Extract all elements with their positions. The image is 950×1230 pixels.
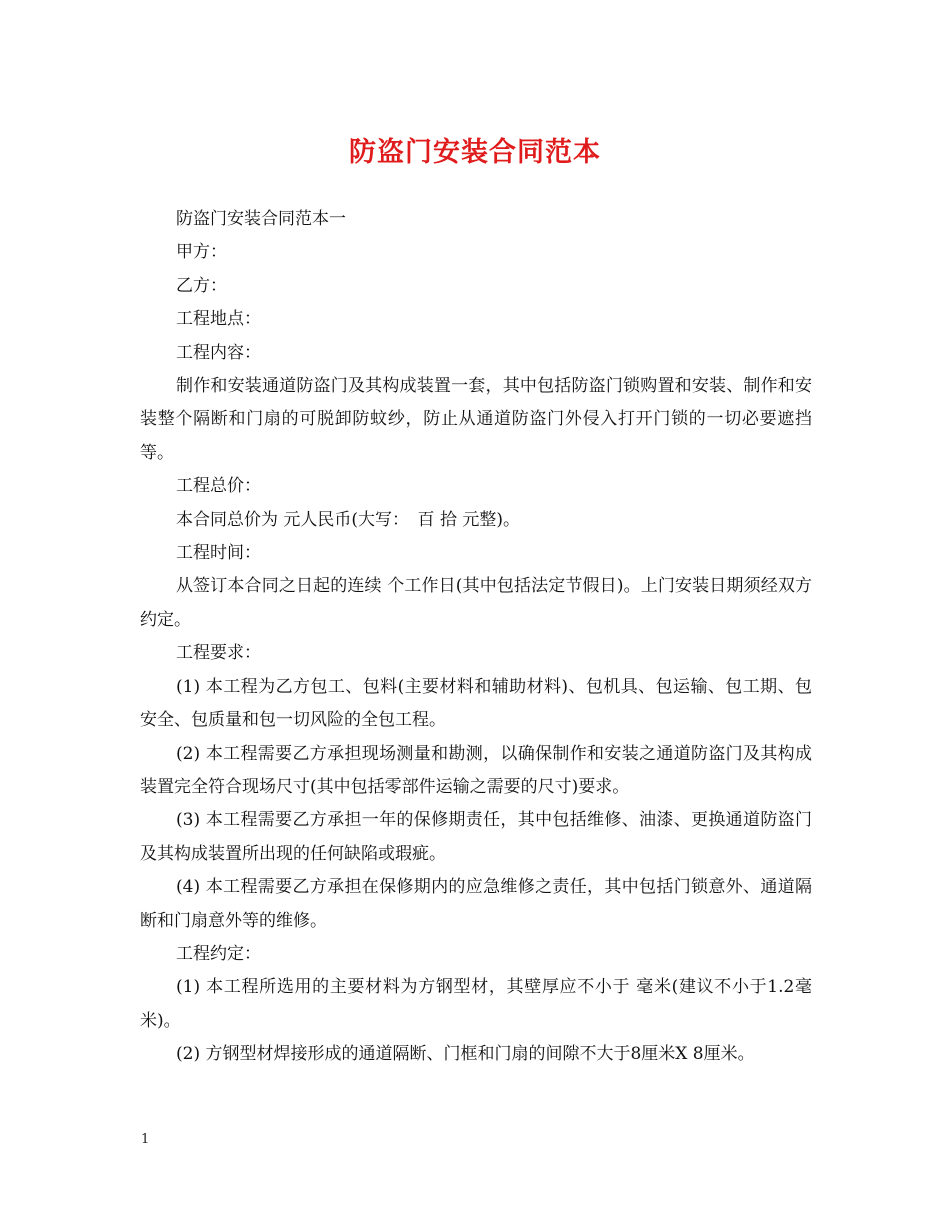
paragraph-content-label: 工程内容： [176, 342, 261, 363]
paragraph-price-label: 工程总价： [176, 476, 261, 497]
paragraph-subtitle: 防盗门安装合同范本一 [176, 209, 346, 229]
paragraph-time-text: 从签订本合同之日起的连续 个工作日(其中包括法定节假日)。上门安装日期须经双方约定。 [140, 576, 812, 630]
paragraph-requirement-2: (2) 本工程需要乙方承担现场测量和勘测，以确保制作和安装之通道防盗门及其构成装置完全符合现场尺寸(其中包括零部件运输之需要的尺寸)要求。 [140, 743, 812, 797]
paragraph-agreement-1: (1) 本工程所选用的主要材料为方钢型材，其壁厚应不小于 毫米(建议不小于1.2毫米)。 [140, 977, 812, 1031]
paragraph-content-text: 制作和安装通道防盗门及其构成装置一套，其中包括防盗门锁购置和安装、制作和安装整个隔断和门扇的可脱卸防蚊纱，防止从通道防盗门外侵入打开门锁的一切必要遮挡等。 [140, 376, 812, 463]
paragraph-party-b: 乙方： [176, 275, 227, 296]
paragraph-agreement-label: 工程约定： [176, 943, 261, 964]
paragraph-requirement-3: (3) 本工程需要乙方承担一年的保修期责任，其中包括维修、油漆、更换通道防盗门及其构成装置所出现的任何缺陷或瑕疵。 [140, 810, 812, 864]
page-number: 1 [141, 1132, 150, 1147]
paragraph-price-text: 本合同总价为 元人民币(大写： 百 拾 元整)。 [176, 509, 520, 530]
paragraph-party-a: 甲方： [176, 242, 227, 263]
paragraph-requirements-label: 工程要求： [176, 643, 261, 664]
paragraph-time-label: 工程时间： [176, 543, 261, 564]
paragraph-requirement-1: (1) 本工程为乙方包工、包料(主要材料和辅助材料)、包机具、包运输、包工期、包安全、包质量和包一切风险的全包工程。 [140, 676, 812, 731]
paragraph-site-label: 工程地点： [176, 309, 261, 330]
paragraph-agreement-2: (2) 方钢型材焊接形成的通道隔断、门框和门扇的间隙不大于8厘米X 8厘米。 [176, 1044, 755, 1065]
paragraph-requirement-4: (4) 本工程需要乙方承担在保修期内的应急维修之责任，其中包括门锁意外、通道隔断和门扇意外等的维修。 [140, 877, 812, 931]
document-title: 防盗门安装合同范本 [349, 137, 601, 168]
document-body [140, 203, 812, 1072]
